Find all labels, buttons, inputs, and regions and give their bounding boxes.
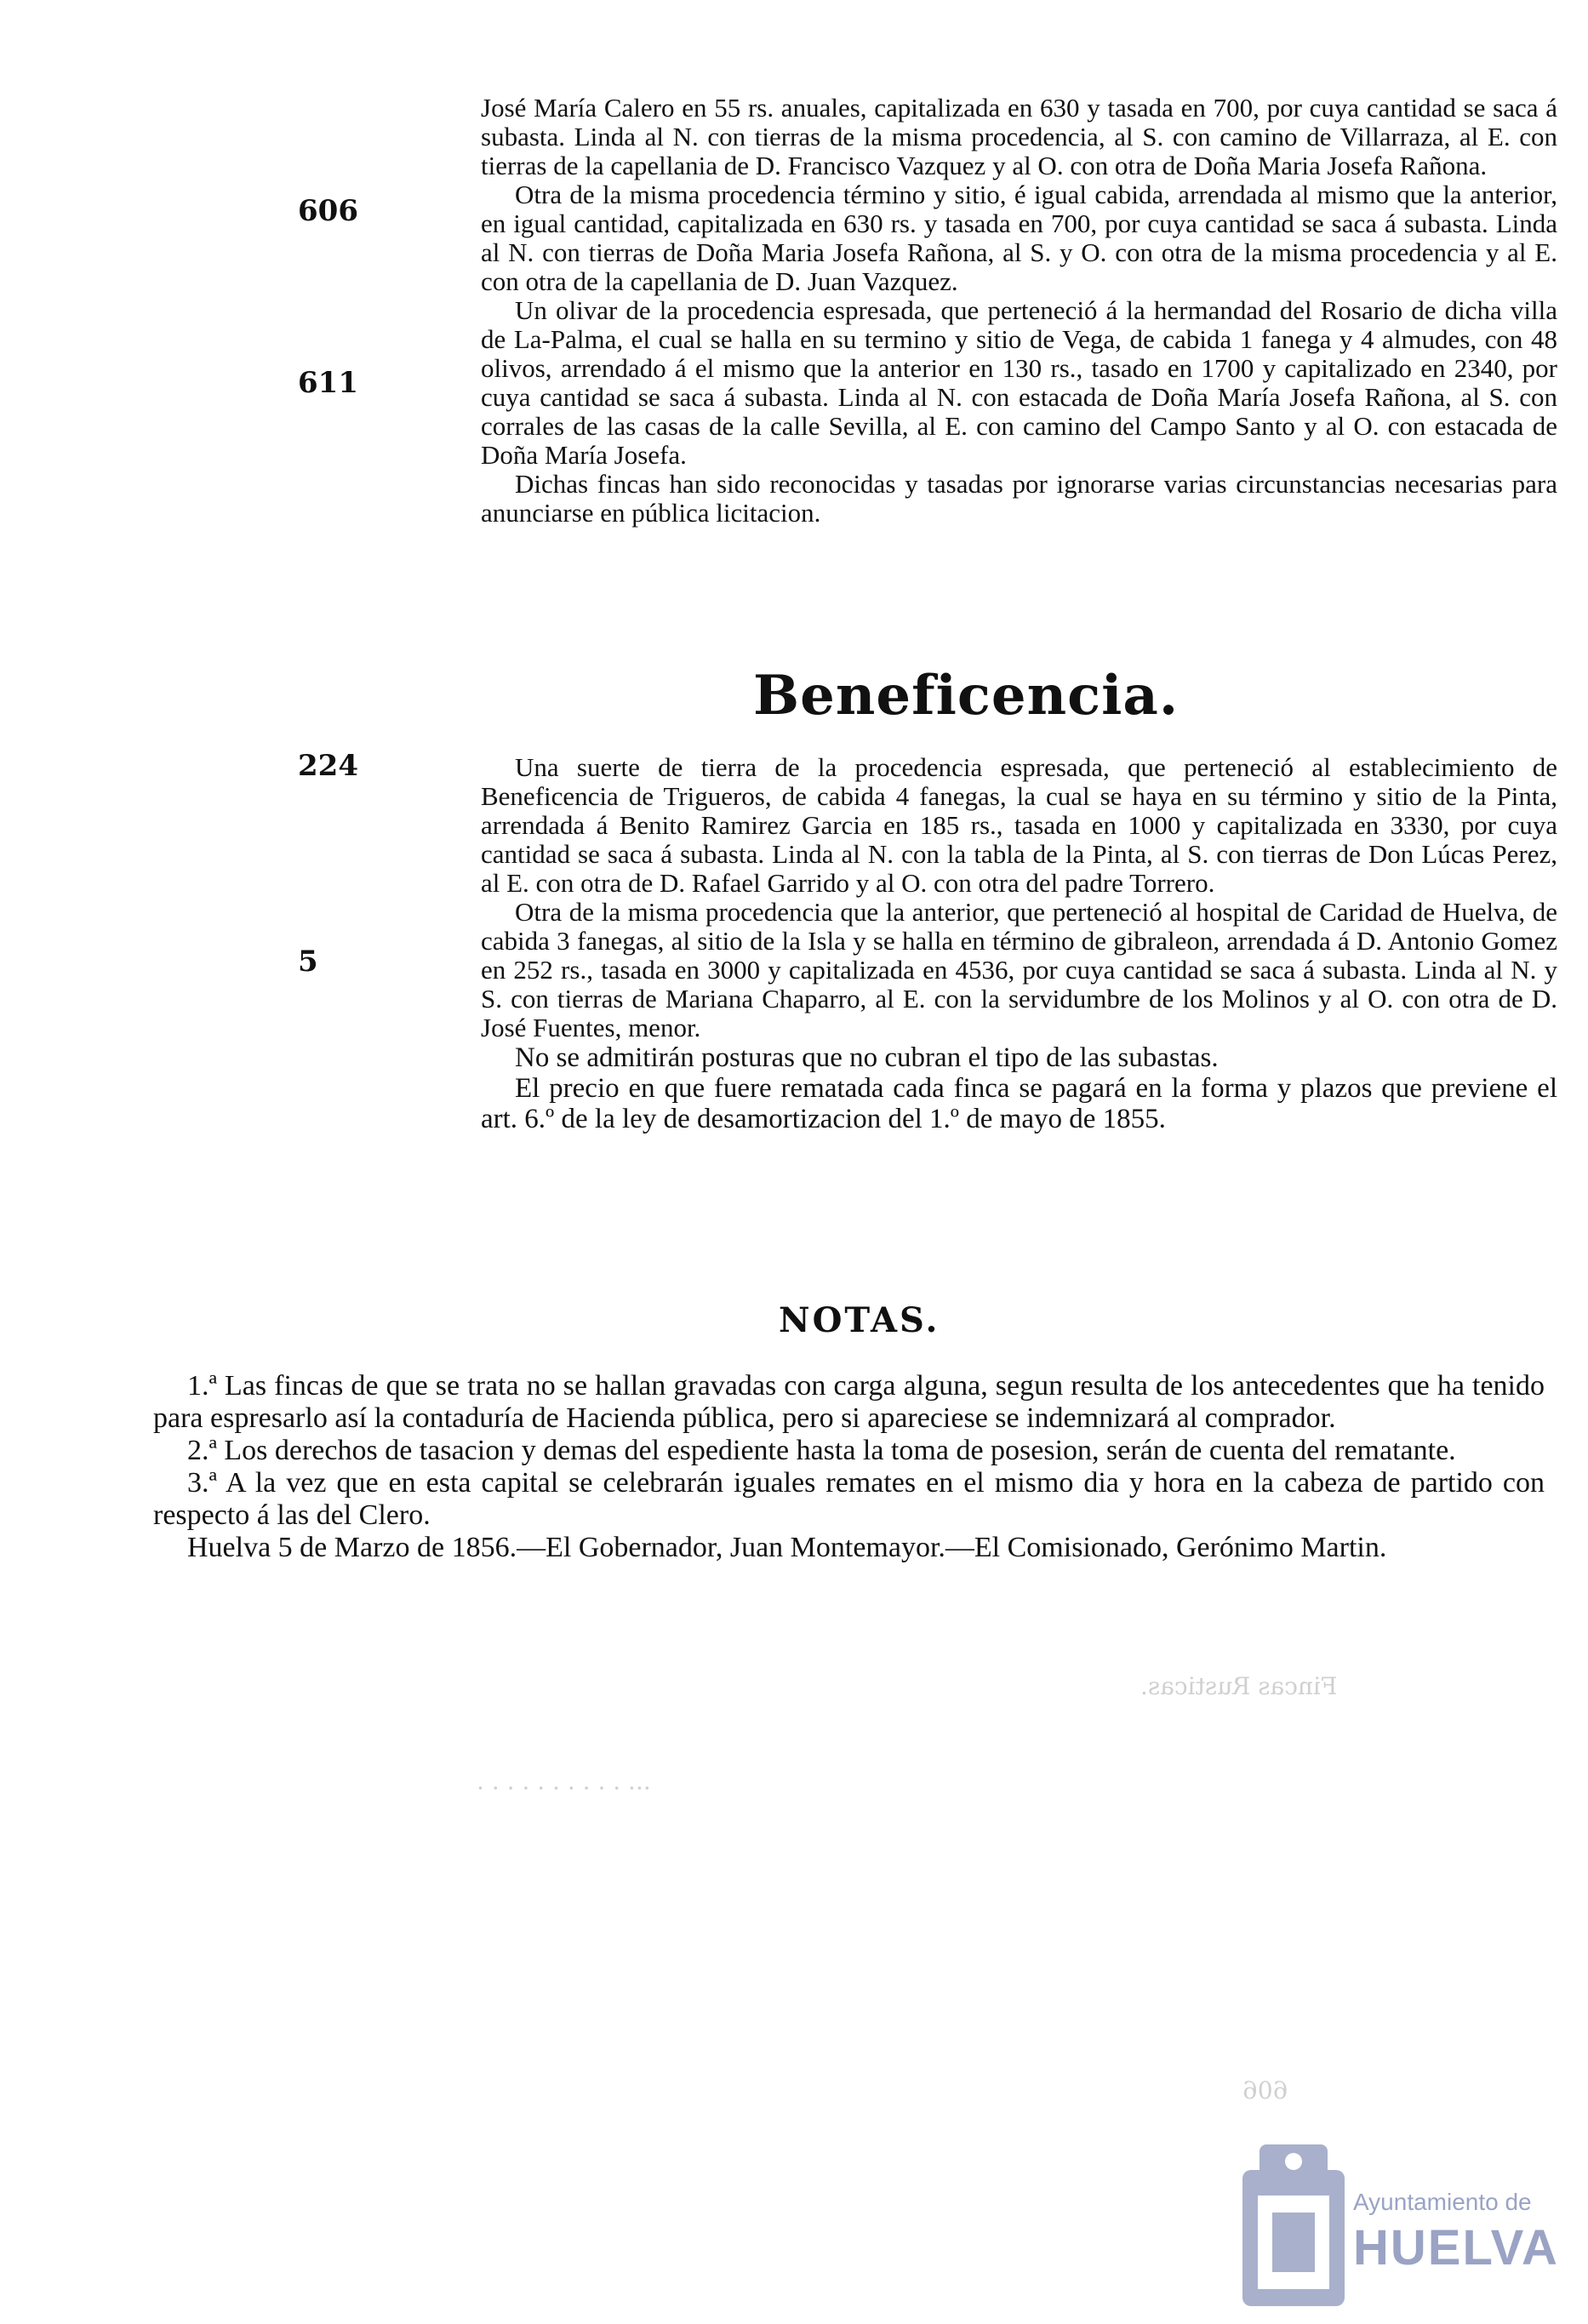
bleed-through-mark: 606 <box>1242 2076 1288 2104</box>
nota-2: 2.ª Los derechos de tasacion y demas del espediente hasta la toma de posesion, serán de cuenta del rematante. <box>187 1435 1456 1466</box>
section-heading-beneficencia: Beneficencia. <box>753 664 1180 728</box>
lot-number-5: 5 <box>298 945 318 979</box>
paragraph-precio: El precio en que fuere rematada cada finca se pagará en la forma y plazos que previene el art. 6.º de la ley de desamortizacion del 1.º de mayo de 1855. <box>481 1073 1557 1134</box>
watermark-text-line1: Ayuntamiento de <box>1353 2189 1532 2215</box>
bleed-through-mark: ··· · · · · · · · · · · <box>477 1774 651 1802</box>
top-section <box>481 94 1557 528</box>
nota-3: 3.ª A la vez que en esta capital se celebrarán iguales remates en el mismo dia y hora en la cabeza de partido con respecto á las del Clero. <box>153 1467 1545 1531</box>
nota-1: 1.ª Las fincas de que se trata no se hallan gravadas con carga alguna, segun resulta de los antecedentes que ha tenido para espresarlo así la contaduría de Hacienda pública, pero si apareciese se indemnizará al comprador. <box>153 1370 1545 1434</box>
beneficencia-section <box>481 753 1557 1134</box>
bleed-through-mark: Fincas Rusticas. <box>1140 1672 1338 1700</box>
lot-number-606: 606 <box>298 194 358 228</box>
lot-number-611: 611 <box>298 366 358 400</box>
watermark-text-line2: HUELVA <box>1353 2220 1559 2275</box>
lot-number-224: 224 <box>298 749 358 783</box>
signature-line: Huelva 5 de Marzo de 1856.—El Gobernador, Juan Montemayor.—El Comisionado, Gerónimo Martin. <box>187 1532 1387 1563</box>
paragraph-note-fincas: Dichas fincas han sido reconocidas y tasadas por ignorarse varias circunstancias necesarias para anunciarse en pública licitacion. <box>481 469 1557 528</box>
paragraph-lot-606: Otra de la misma procedencia término y sitio, é igual cabida, arrendada al mismo que la anterior, en igual cantidad, capitalizada en 630 rs. y tasada en 700, por cuya cantidad se saca á subasta. Linda al N. con tierras de Doña Maria Josefa Rañona, al S. y O. con otra de la misma procedencia y al E. con otra de la capellania de D. Juan Vazquez. <box>481 180 1557 296</box>
notas-section <box>153 1370 1545 1564</box>
paragraph-lot-5: Otra de la misma procedencia que la anterior, que perteneció al hospital de Caridad de Huelva, de cabida 3 fanegas, al sitio de la Isla y se halla en término de gibraleon, arrendada á D. Antonio Gomez en 252 rs., tasada en 3000 y capitalizada en 4536, por cuya cantidad se saca á subasta. Linda al N. y S. con tierras de Mariana Chaparro, al E. con la servidumbre de los Molinos y al O. con otra de D. José Fuentes, menor. <box>481 897 1557 1042</box>
notas-title: NOTAS. <box>779 1300 940 1340</box>
paragraph-lot-611: Un olivar de la procedencia espresada, que perteneció á la hermandad del Rosario de dicha villa de La-Palma, el cual se halla en su termino y sitio de Vega, de cabida 1 fanega y 4 almudes, con 48 olivos, arrendado á el mismo que la anterior en 130 rs., tasado en 1700 y capitalizado en 2340, por cuya cantidad se saca á subasta. Linda al N. con estacada de Doña María Josefa Rañona, al S. con corrales de las casas de la calle Sevilla, al E. con camino del Campo Santo y al O. con estacada de Doña María Josefa. <box>481 295 1557 470</box>
paragraph-lot-605-continuation: José María Calero en 55 rs. anuales, capitalizada en 630 y tasada en 700, por cuya cantidad se saca á subasta. Linda al N. con tierras de la misma procedencia, al S. con camino de Villarraza, al E. con tierras de la capellania de D. Francisco Vazquez y al O. con otra de Doña Maria Josefa Rañona. <box>481 93 1557 180</box>
paragraph-lot-224: Una suerte de tierra de la procedencia espresada, que perteneció al establecimiento de Beneficencia de Trigueros, de cabida 4 fanegas, la cual se haya en su término y sitio de la Pinta, arrendada á Benito Ramirez Garcia en 185 rs., tasada en 1000 y capitalizada en 3330, por cuya cantidad se saca á subasta. Linda al N. con la tabla de la Pinta, al S. con tierras de Don Lúcas Perez, al E. con otra de D. Rafael Garrido y al O. con otra del padre Torrero. <box>481 752 1557 898</box>
paragraph-posturas: No se admitirán posturas que no cubran el tipo de las subastas. <box>515 1042 1219 1073</box>
